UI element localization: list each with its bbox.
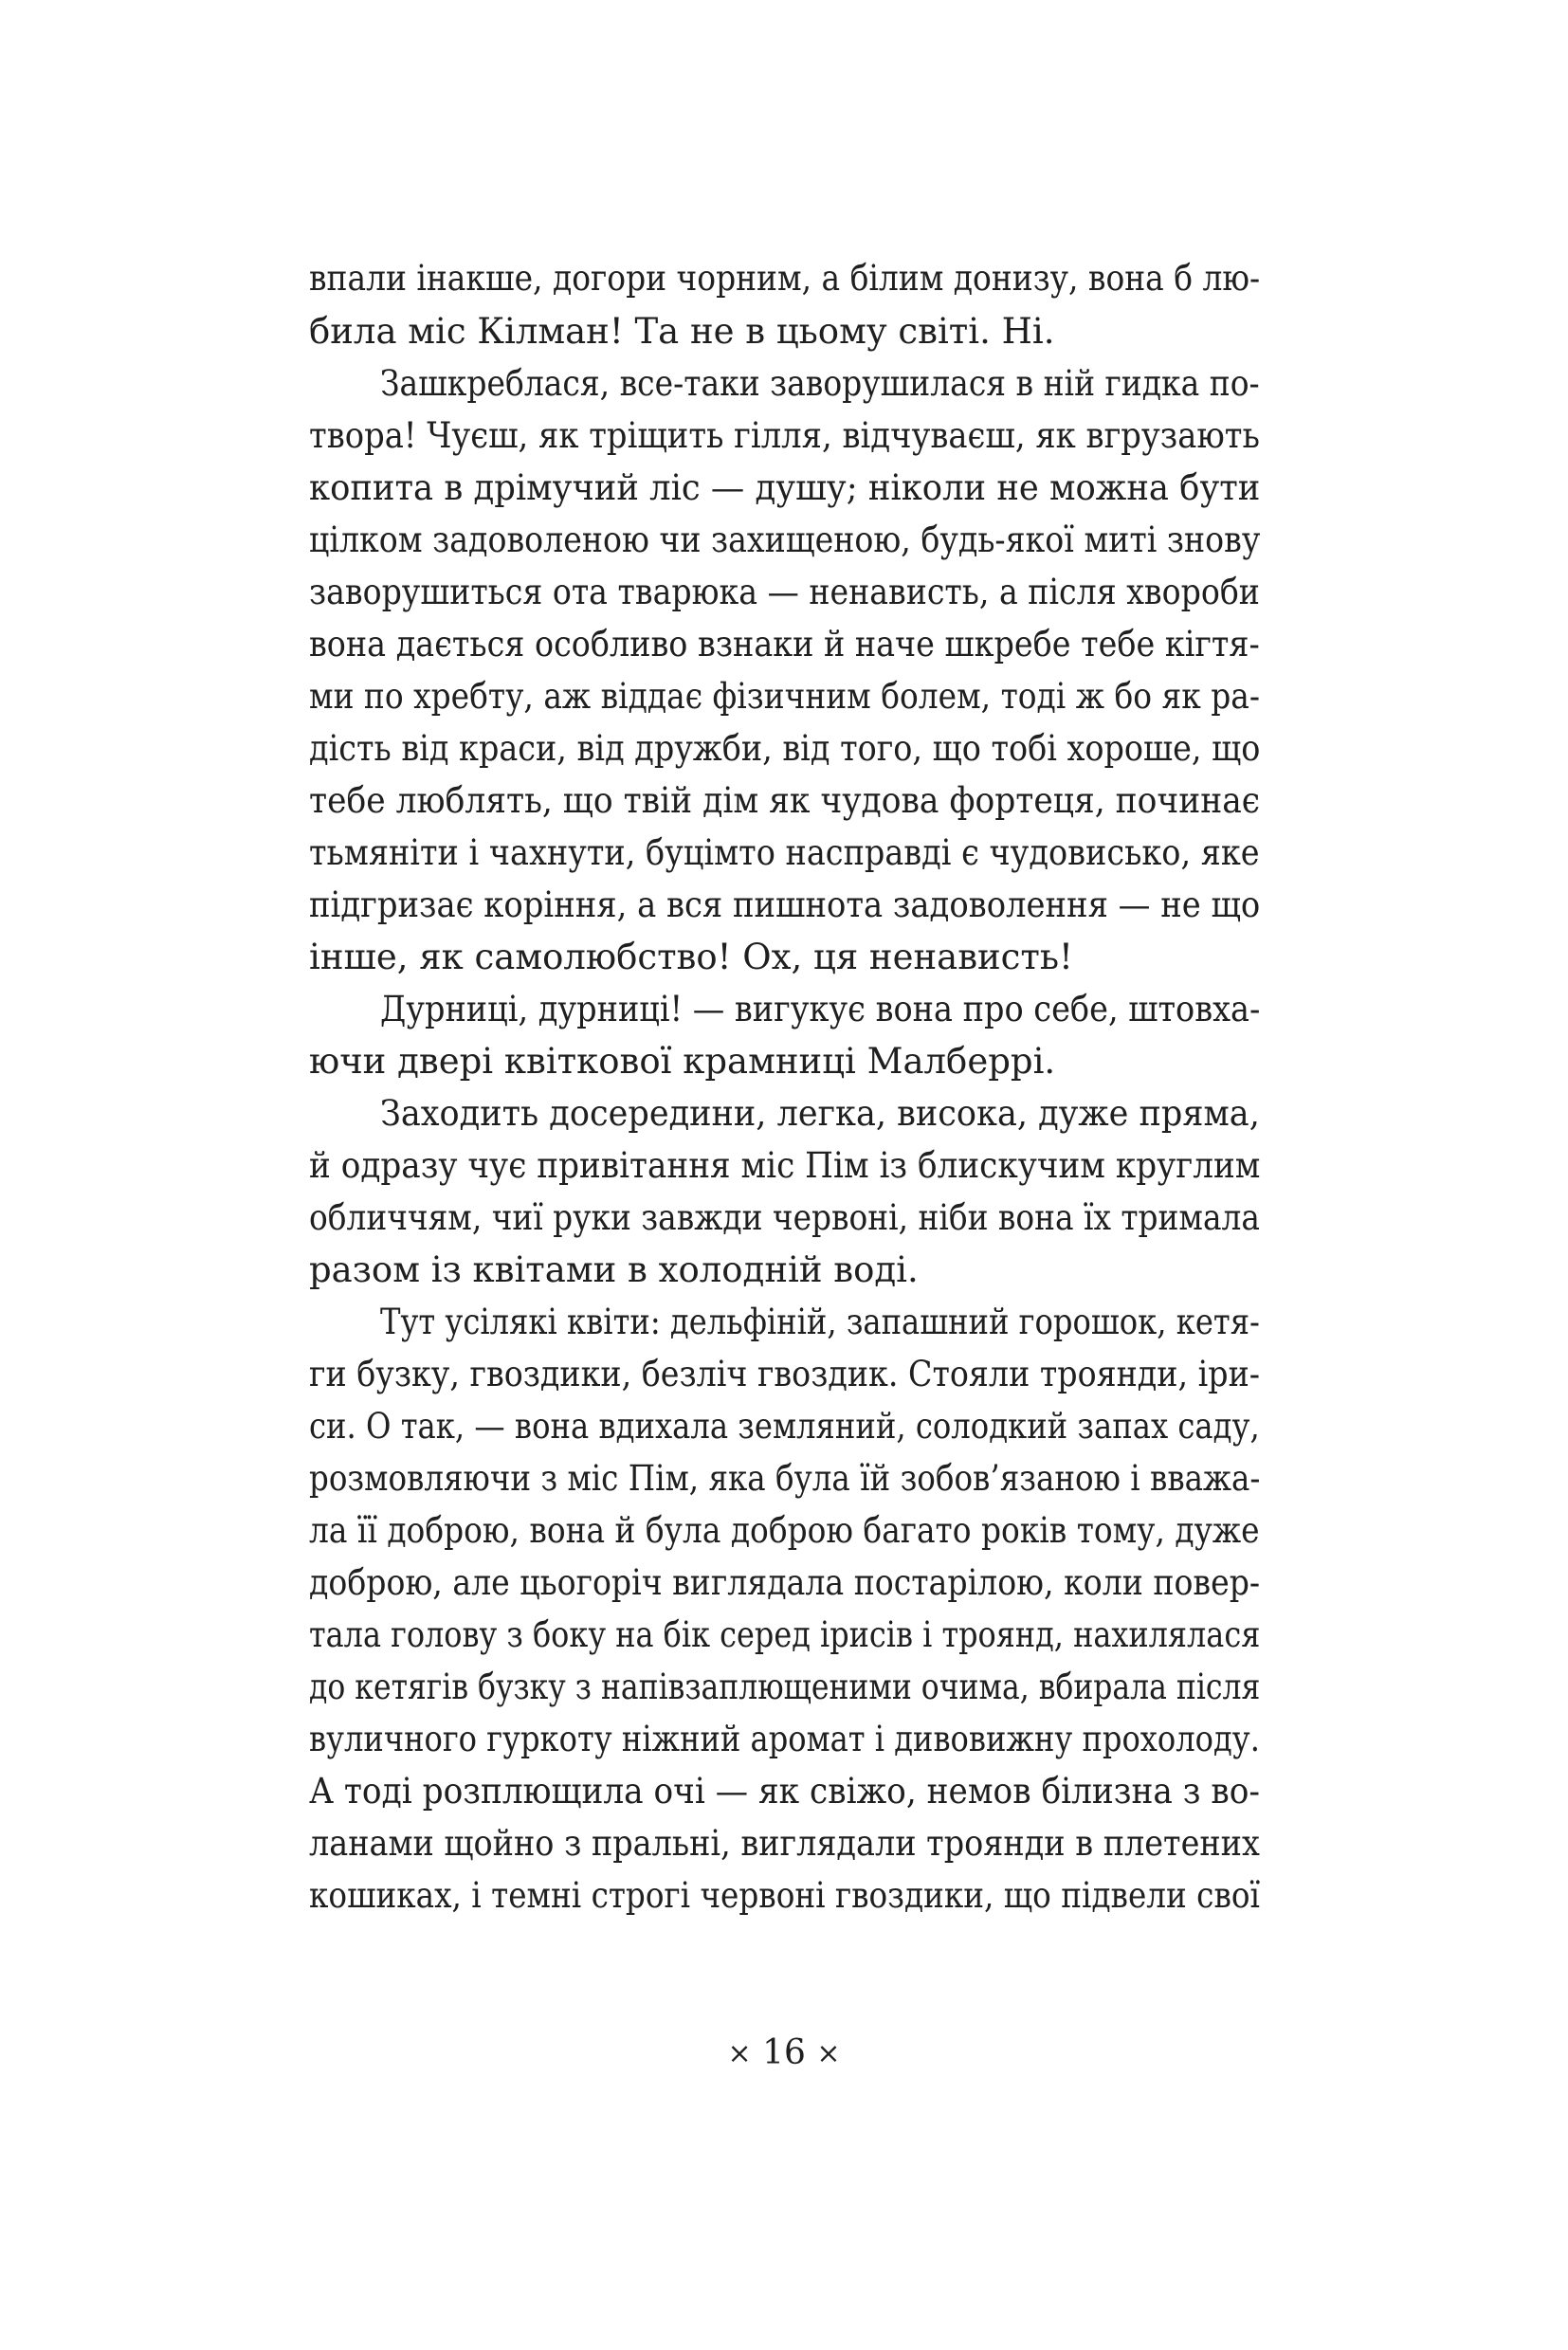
- text-line-25: ла її доброю, вона й була доброю багато років тому, дуже: [309, 1510, 1260, 1551]
- text-line-30: А тоді розплющила очі — як свіжо, немов білизна з во-: [309, 1771, 1260, 1812]
- text-line-11: тебе люблять, що твій дім як чудова фортеця, починає: [309, 780, 1261, 821]
- page-number-value: 16: [762, 2033, 806, 2072]
- text-line-31: ланами щойно з пральні, виглядали троянди в плетених: [309, 1823, 1260, 1864]
- text-line-2: била міс Кілман! Та не в цьому світі. Ні.: [309, 311, 1055, 352]
- text-line-1: впали інакше, догори чорним, а білим донизу, вона б лю-: [309, 258, 1261, 299]
- text-line-20: разом із квітами в холодній воді.: [309, 1249, 919, 1290]
- text-line-18: й одразу чує привітання міс Пім із блискучим круглим: [309, 1145, 1261, 1186]
- text-line-27: тала голову з боку на бік серед ірисів і троянд, нахилялася: [309, 1614, 1261, 1655]
- page-number: [0, 2029, 1568, 2079]
- text-line-10: дість від краси, від дружби, від того, що тобі хороше, що: [309, 728, 1261, 769]
- text-line-14: інше, як самолюбство! Ох, ця ненависть!: [309, 937, 1073, 977]
- text-line-32: кошиках, і темні строгі червоні гвоздики, що підвели свої: [309, 1875, 1260, 1916]
- text-line-3: Зашкреблася, все-таки заворушилася в ній гидка по-: [380, 363, 1260, 404]
- text-line-5: копита в дрімучий ліс — душу; ніколи не можна бути: [309, 467, 1261, 508]
- text-line-19: обличчям, чиї руки завжди червоні, ніби вона їх тримала: [309, 1197, 1260, 1238]
- text-line-4: твора! Чуєш, як тріщить гілля, відчуваєш, як вгрузають: [309, 415, 1260, 456]
- folio-right-mark: ×: [816, 2037, 841, 2070]
- text-line-26: доброю, але цьогоріч виглядала постарілою, коли повер-: [309, 1562, 1261, 1603]
- folio-left-mark: ×: [727, 2037, 752, 2070]
- text-line-23: си. О так, — вона вдихала земляний, солодкий запах саду,: [309, 1406, 1260, 1447]
- text-line-9: ми по хребту, аж віддає фізичним болем, тоді ж бо як ра-: [309, 676, 1260, 717]
- text-line-7: заворушиться ота тварюка — ненависть, а після хвороби: [309, 572, 1260, 612]
- text-line-24: розмовляючи з міс Пім, яка була їй зобов’язаною і вважа-: [309, 1458, 1261, 1499]
- text-line-29: вуличного гуркоту ніжний аромат і дивовижну прохолоду.: [309, 1719, 1260, 1759]
- text-line-22: ги бузку, гвоздики, безліч гвоздик. Стояли троянди, іри-: [309, 1354, 1261, 1394]
- text-line-16: ючи двері квіткової крамниці Малберрі.: [309, 1041, 1056, 1082]
- text-line-15: Дурниці, дурниці! — вигукує вона про себе, штовха-: [380, 989, 1261, 1029]
- text-line-28: до кетягів бузку з напівзаплющеними очима, вбирала після: [309, 1667, 1261, 1707]
- text-line-13: підгризає коріння, а вся пишнота задоволення — не що: [309, 884, 1261, 925]
- text-line-6: цілком задоволеною чи захищеною, будь-якої миті знову: [309, 519, 1261, 560]
- text-line-12: тьмяніти і чахнути, буцімто насправді є чудовисько, яке: [309, 832, 1260, 873]
- text-line-8: вона дається особливо взнаки й наче шкребе тебе кігтя-: [309, 624, 1260, 665]
- text-line-17: Заходить досередини, легка, висока, дуже пряма,: [380, 1093, 1260, 1134]
- text-line-21: Тут усілякі квіти: дельфіній, запашний горошок, кетя-: [380, 1302, 1260, 1342]
